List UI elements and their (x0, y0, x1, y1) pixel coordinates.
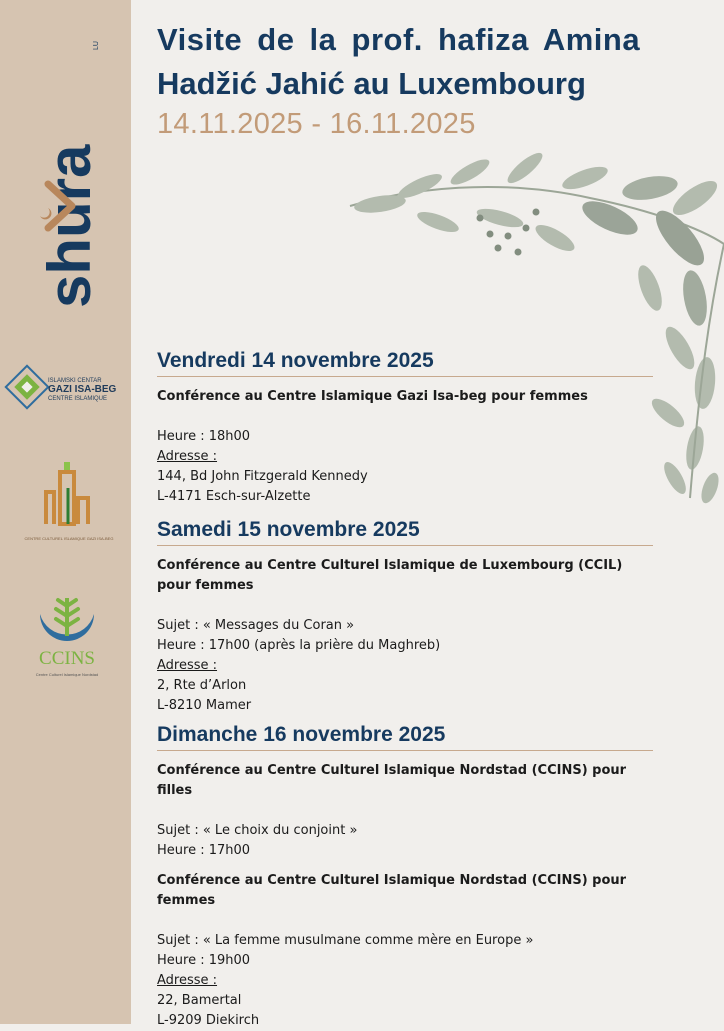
event-title-line1: Conférence au Centre Culturel Islamique de Luxembourg (CCIL) (157, 558, 623, 573)
address-label: Adresse : (157, 449, 218, 464)
logo1-caption-top: ISLAMSKI CENTAR (48, 378, 102, 384)
brand-mark: LU (93, 41, 100, 50)
sidebar (0, 0, 131, 1024)
address-label: Adresse : (157, 658, 218, 673)
day-section-saturday (157, 517, 653, 716)
header (157, 18, 712, 141)
event-dates: 14.11.2025 - 16.11.2025 (157, 108, 476, 140)
gazi-isa-beg-logo (8, 364, 126, 412)
logo1-caption-bottom: CENTRE ISLAMIQUE (48, 396, 108, 402)
event-title (157, 871, 653, 911)
title-line2: Hadžić Jahić au Luxembourg (157, 66, 586, 101)
event-title: Conférence au Centre Islamique Gazi Isa-beg pour femmes (157, 389, 588, 404)
day-section-sunday (157, 722, 653, 1031)
ccins-logo (26, 592, 108, 684)
shura-logo (36, 34, 104, 314)
day-heading: Vendredi 14 novembre 2025 (157, 348, 653, 377)
event-time: Heure : 19h00 (157, 953, 251, 968)
title-line1: Visite de la prof. hafiza Amina (157, 22, 641, 57)
event-time: Heure : 17h00 (après la prière du Maghreb) (157, 638, 441, 653)
address-label: Adresse : (157, 973, 218, 988)
event-title-line2: pour femmes (157, 578, 254, 593)
brand-wordmark: shura (36, 144, 103, 308)
address-street: 144, Bd John Fitzgerald Kennedy (157, 469, 368, 484)
address-city: L-8210 Mamer (157, 698, 252, 713)
day-section-friday (157, 348, 653, 507)
address-street: 2, Rte d’Arlon (157, 678, 247, 693)
event-subject: Sujet : « Messages du Coran » (157, 618, 355, 633)
event-subject: Sujet : « Le choix du conjoint » (157, 823, 358, 838)
logo1-caption-main: GAZI ISA-BEG (48, 384, 117, 395)
logo2-caption: CENTRE CULTUREL ISLAMIQUE GAZI ISA-BEG (24, 536, 114, 541)
event-time: Heure : 17h00 (157, 843, 251, 858)
ccins-caption: Centre Culturel Islamique Nordstad (35, 672, 99, 677)
event-title: Conférence au Centre Culturel Islamique Nordstad (CCINS) pour filles (157, 763, 627, 798)
day-heading: Dimanche 16 novembre 2025 (157, 722, 653, 751)
centre-culturel-gazi-logo (24, 458, 114, 550)
page-title (157, 18, 712, 106)
ccins-name: CCINS (39, 648, 95, 669)
event-subject: Sujet : « La femme musulmane comme mère en Europe » (157, 933, 534, 948)
event-title (157, 556, 653, 596)
event-time: Heure : 18h00 (157, 429, 251, 444)
event-title-line2: femmes (157, 893, 216, 908)
event-title-line1: Conférence au Centre Culturel Islamique Nordstad (CCINS) pour (157, 873, 627, 888)
day-heading: Samedi 15 novembre 2025 (157, 517, 653, 546)
address-city: L-9209 Diekirch (157, 1013, 260, 1028)
address-city: L-4171 Esch-sur-Alzette (157, 489, 311, 504)
address-street: 22, Bamertal (157, 993, 242, 1008)
